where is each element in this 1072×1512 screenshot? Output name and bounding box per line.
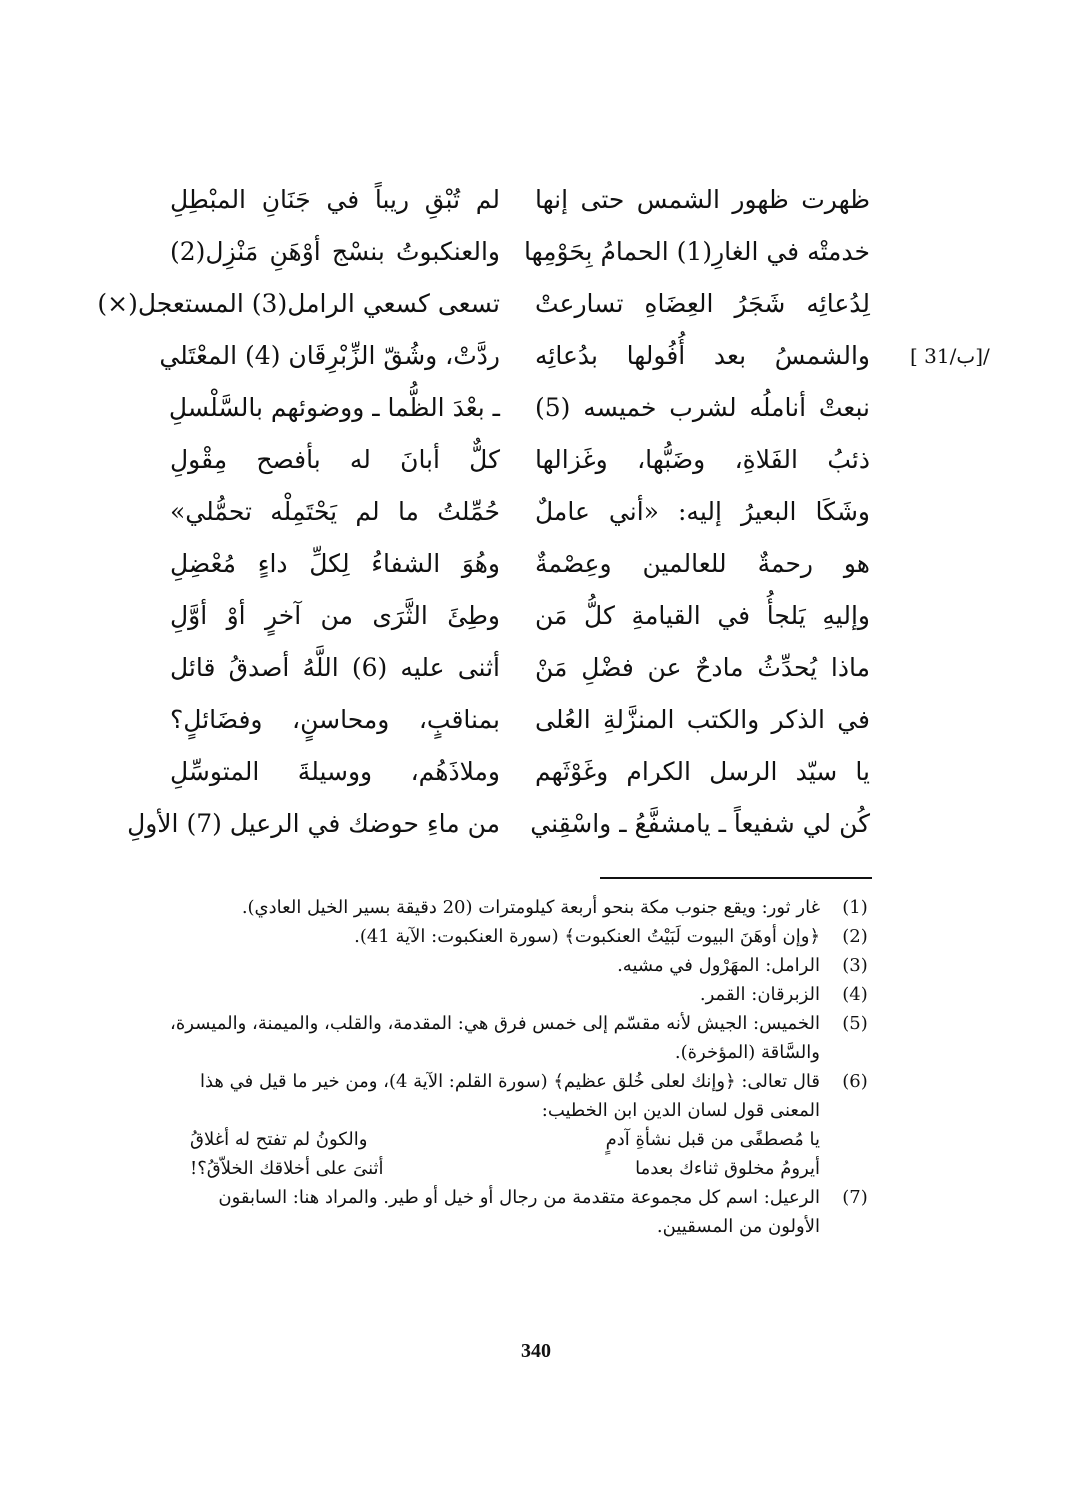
footnote-6 (170, 1067, 875, 1183)
verse-3 (97, 284, 900, 336)
quoted-verses (170, 1125, 820, 1183)
verse-8-first-hemistich: هو رحمةٌ للعالمين وعِصْمةٌ (535, 549, 870, 578)
footnote-number: (7) (842, 1187, 868, 1208)
verse-6-first-hemistich: ذئبُ الفَلاةِ، وضَبُّها، وغَزالها (535, 445, 870, 474)
verse-3-second-hemistich: تسعى كسعي الرامل(3) المستعجل(×) (97, 289, 500, 318)
verse-7-second-hemistich: حُمِّلتُ ما لم يَحْتَمِلْه تحمُّلي» (170, 497, 500, 526)
verse-5-first-hemistich: نبعتْ أناملُه لشرب خميسه (5) (535, 393, 870, 422)
verse-6-second-hemistich: كلٌّ أبانَ له بأفصح مِقْولِ (170, 445, 500, 474)
poem (97, 180, 990, 860)
verse-2-second-hemistich: والعنكبوتُ بنسْج أوْهَنِ مَنْزِل(2) (170, 237, 500, 266)
verse-11-second-hemistich: بمناقبٍ، ومحاسنٍ، وفضَائلٍ؟ (170, 705, 500, 734)
verse-13 (127, 804, 900, 856)
footnote-number: (1) (842, 897, 868, 918)
verse-4 (159, 336, 990, 388)
verse-9 (160, 596, 900, 648)
footnote-separator (600, 877, 872, 879)
verse-3-first-hemistich: لِدُعائِه شَجَرُ العِضَاهِ تسارعتْ (535, 289, 870, 318)
verse-10-second-hemistich: أثنى عليه (6) اللَّهُ أصدقُ قائل (170, 653, 500, 682)
quoted-verse-2-first-hemistich: أيرومُ مخلوق ثناءك بعدما (635, 1158, 820, 1179)
verse-8-second-hemistich: وهُوَ الشفاءُ لِكلِّ داءٍ مُعْضِلِ (170, 549, 500, 578)
verse-1-second-hemistich: لم تُبْقِ ريباً في جَنَانِ المبْطِلِ (170, 185, 500, 214)
verse-12-first-hemistich: يا سيّد الرسل الكرام وغَوْثَهم (535, 757, 870, 786)
footnote-number: (4) (842, 984, 868, 1005)
verse-7-first-hemistich: وشَكَا البعيرُ إليه: «أني عاملٌ (535, 497, 870, 526)
verse-1-first-hemistich: ظهرت ظهور الشمس حتى إنها (535, 185, 870, 214)
verse-6 (160, 440, 900, 492)
verse-13-first-hemistich: كُن لي شفيعاً ـ يامشفَّعُ ـ واسْقِني (530, 809, 870, 838)
verse-9-first-hemistich: وإليهِ يَلجأُ في القيامةِ كلُّ مَن (535, 601, 870, 630)
footnote-2 (170, 922, 875, 951)
footnote-text: الرامل: المهَرْول في مشيه. (617, 955, 820, 976)
quoted-verse-2-second-hemistich: أثنىَ على أخلاقك الخلاّقُ؟! (190, 1158, 384, 1179)
footnote-7 (170, 1183, 875, 1241)
folio-margin-note: [ 31/ب]/ (910, 344, 990, 368)
verse-4-second-hemistich: ردَّتْ، وشُقّ الزِّبْرِقَان (4) المعْتَلي (159, 341, 500, 370)
verse-11-first-hemistich: في الذكر والكتب المنزَّلةِ العُلى (535, 705, 870, 734)
verse-12 (160, 752, 900, 804)
footnote-text: الخميس: الجيش لأنه مقسّم إلى خمس فرق هي: المقدمة، والقلب، والميمنة، والميسرة، والسَّاقة (المؤخرة). (170, 1013, 820, 1063)
verse-5 (160, 388, 900, 440)
footnote-text: الزبرقان: القمر. (699, 984, 820, 1005)
verse-10 (160, 648, 900, 700)
footnotes (170, 893, 875, 1241)
footnote-5 (170, 1009, 875, 1067)
verse-4-first-hemistich: والشمسُ بعد أُفُولها بدُعائِه (535, 341, 870, 370)
verse-12-second-hemistich: وملاذَهُم، ووسيلةَ المتوسِّلِ (170, 757, 500, 786)
quoted-verse-1-first-hemistich: يا مُصطفًى من قبل نشأةِ آدمٍ (605, 1129, 820, 1150)
footnote-3 (170, 951, 875, 980)
footnote-number: (5) (842, 1013, 868, 1034)
verse-2-first-hemistich: خدمتْه في الغارِ(1) الحمامُ بِحَوْمِها (523, 237, 870, 266)
verse-10-first-hemistich: ماذا يُحدِّثُ مادحٌ عن فضْلِ مَنْ (535, 653, 870, 682)
page-number: 340 (521, 1340, 551, 1362)
verse-2 (160, 232, 900, 284)
footnote-text: الرعيل: اسم كل مجموعة متقدمة من رجال أو خيل أو طير. والمراد هنا: السابقون الأولون من المسقيين. (218, 1187, 820, 1237)
footnote-1 (170, 893, 875, 922)
footnote-text: غار ثور: ويقع جنوب مكة بنحو أربعة كيلومترات (20 دقيقة بسير الخيل العادي). (241, 897, 820, 918)
verse-11 (160, 700, 900, 752)
quoted-verse-1-second-hemistich: والكونُ لم تفتح له أغلاقُ (190, 1129, 368, 1150)
footnote-text: قال تعالى: ﴿وإنك لعلى خُلق عظيم﴾ (سورة القلم: الآية 4)، ومن خير ما قيل في هذا المعنى قول لسان الدين ابن الخطيب: (199, 1071, 820, 1121)
verse-8 (160, 544, 900, 596)
verse-7 (160, 492, 900, 544)
footnote-text: ﴿وإن أوهَنَ البيوت لَبَيْتُ العنكبوت﴾ (سورة العنكبوت: الآية 41). (354, 926, 820, 947)
verse-13-second-hemistich: من ماءِ حوضك في الرعيل (7) الأولِ (127, 809, 500, 838)
footnote-number: (6) (842, 1071, 868, 1092)
verse-9-second-hemistich: وطِئَ الثَّرَى من آخرٍ أوْ أوَّلِ (170, 601, 500, 630)
verse-1 (160, 180, 900, 232)
verse-5-second-hemistich: ـ بعْدَ الظُّما ـ ووضوئهم بالسَّلْسلِ (168, 393, 500, 422)
footnote-number: (2) (842, 926, 868, 947)
footnote-4 (170, 980, 875, 1009)
footnote-number: (3) (842, 955, 868, 976)
